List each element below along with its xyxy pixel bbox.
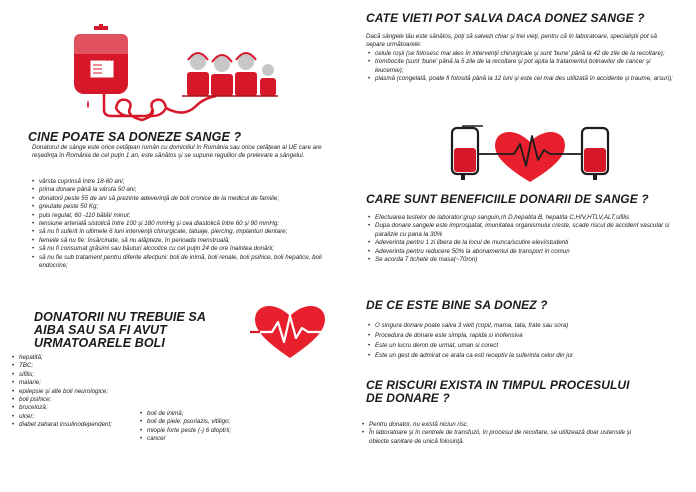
title-line: DONATORII NU TREBUIE SA: [34, 310, 206, 324]
list-item: • TBC;: [12, 362, 152, 370]
list-item: • Procedura de donare este simpla, rapida si inofensiva: [368, 331, 678, 341]
title-line: CE RISCURI EXISTA IN TIMPUL PROCESULUI: [366, 378, 630, 392]
list-item: • donatorii peste 55 de ani să prezinte adeverinţă de boli cronice de la medicul de familie;: [32, 195, 344, 203]
section-title-diseases: [34, 311, 206, 350]
list-item: • hepatită;: [12, 354, 152, 362]
list-item: • malarie;: [12, 379, 152, 387]
list-item: • O singura donare poate salva 3 vieti (copil, mama, tata, frate sau sora): [368, 321, 678, 331]
list-item: • femeile să nu fie: însărcinate, să nu alăpteze, în perioada menstruală;: [32, 237, 344, 245]
list-item: • să nu fi suferit în ultimele 6 luni intervenţii chirurgicale, tatuaje, piercing, implanturi dentare;: [32, 228, 344, 236]
risks-list: [362, 421, 652, 446]
list-item: • ulcer;: [12, 413, 152, 421]
list-item: • Este un gest de admirat ce arata ca esti receptiv la suferinta celor din jur: [368, 351, 678, 361]
section-title-who-can-donate: CINE POATE SA DONEZE SANGE ?: [28, 130, 242, 144]
list-item: • sifilis;: [12, 371, 152, 379]
list-item: • cancer: [140, 435, 280, 443]
list-item: • Pentru donator, nu există niciun risc.: [362, 421, 652, 429]
list-item: • diabet zaharat insulinodependent;: [12, 421, 152, 429]
benefits-list: [368, 214, 678, 264]
section-title-risks: [366, 379, 630, 405]
title-line: DE DONARE ?: [366, 391, 450, 405]
list-item: • tensiune arterială sistolică între 100 şi 180 mmHg şi cea diastolică între 60 şi 90 mmHg;: [32, 220, 344, 228]
lives-intro: Dacă sângele tău este sănătos, poţi să salvezi chiar şi trei vieţi, pentru că în laboratoare, specialiştii pot să separe următoarele:: [366, 33, 657, 49]
list-item: • boli de inimă;: [140, 410, 280, 418]
blood-bag-label: A: [107, 56, 113, 63]
lives-list: [368, 50, 678, 84]
list-item: • Efectuarea testelor de laborator:grup sanguin,rh D,hepatita B, hepatita C,HIV,HTLV,ALT,sifilis: [368, 214, 678, 222]
list-item: • epilepsie şi alte boli neurologice;: [12, 388, 152, 396]
list-item: • Dupa donare sangele este improspatat, imunitatea organismului creste, scade riscul de accident vascular si paralizie cu pana la 30%: [368, 222, 678, 239]
list-item: • să nu fie sub tratament pentru diferite afecţiuni: boli de inimă, boli renale, boli psihice, boli hepatice, boli endocrine;: [32, 254, 344, 271]
list-item: • greutate peste 50 Kg;: [32, 203, 344, 211]
list-item: • să nu fi consumat grăsimi sau băuturi alcoolice cu cel puţin 24 de ore înaintea donării;: [32, 245, 344, 253]
section-title-benefits: CARE SUNT BENEFICIILE DONARII DE SANGE ?: [366, 192, 649, 206]
list-item: • trombocite (sunt 'bune' până la 5 zile de la recoltare şi pot ajuta la tratamentul bolnavilor de cancer şi leucemie);: [368, 58, 678, 75]
title-line: URMATOARELE BOLI: [34, 336, 165, 350]
list-item: • bruceloză;: [12, 404, 152, 412]
heart-ecg-icon: [250, 302, 330, 360]
list-item: • În laboratoare şi în centrele de transfuzii, în procesul de recoltare, se utilizează doar ustensile şi obiecte sanitare de unică folosinţă.: [362, 429, 652, 446]
list-item: • vârsta cuprinsă între 18-60 ani;: [32, 178, 344, 186]
list-item: • Adeverinta pentru reducere 50% la abonamentul de transport in comun: [368, 248, 678, 256]
who-intro: Donatorul de sânge este orice cetăţean român cu domiciliul în România sau orice cetăţean al UE care are reşedinţa în România de cel puţin 1 an, este sănătos şi se supune regulilor de prelevare a sângelui.: [32, 144, 322, 160]
list-item: • boli de piele: psoriazis, vitiligo;: [140, 418, 280, 426]
who-criteria-list: [32, 178, 344, 270]
list-item: • celule roşii (se folosesc mai ales în intervenţii chirurgicale şi sunt 'bune' până la 42 de zile de la recoltare);: [368, 50, 678, 58]
list-item: • Se acorda 7 tichete de masa(~70ron): [368, 256, 678, 264]
right-column: [348, 0, 696, 492]
list-item: • miopie forte peste (-) 6 dioptrii;: [140, 427, 280, 435]
section-title-lives: CATE VIETI POT SALVA DACA DONEZ SANGE ?: [366, 11, 645, 25]
list-item: • boli psihice;: [12, 396, 152, 404]
list-item: • Adeverinta pentru 1 zi libera de la locul de munca/scutire elevi/studenti: [368, 239, 678, 247]
list-item: • plasmă (congelată, poate fi folosită până la 12 luni şi este cel mai des utilizată în accidente şi traume, arsuri);: [368, 75, 678, 83]
title-line: AIBA SAU SA FI AVUT: [34, 323, 167, 337]
section-title-why: DE CE ESTE BINE SA DONEZ ?: [366, 298, 548, 312]
blood-donation-illustration: [70, 24, 280, 124]
diseases-list-col1: [12, 354, 152, 430]
blood-bags-heart-illustration: [450, 124, 610, 186]
list-item: • puls regulat, 60 -110 bătăi/ minut;: [32, 212, 344, 220]
list-item: • Este un lucru demn de urmat, uman si corect: [368, 341, 678, 351]
list-item: • prima donare până la vârsta 50 ani;: [32, 186, 344, 194]
why-list: [368, 321, 678, 361]
diseases-list-col2: [140, 410, 280, 444]
